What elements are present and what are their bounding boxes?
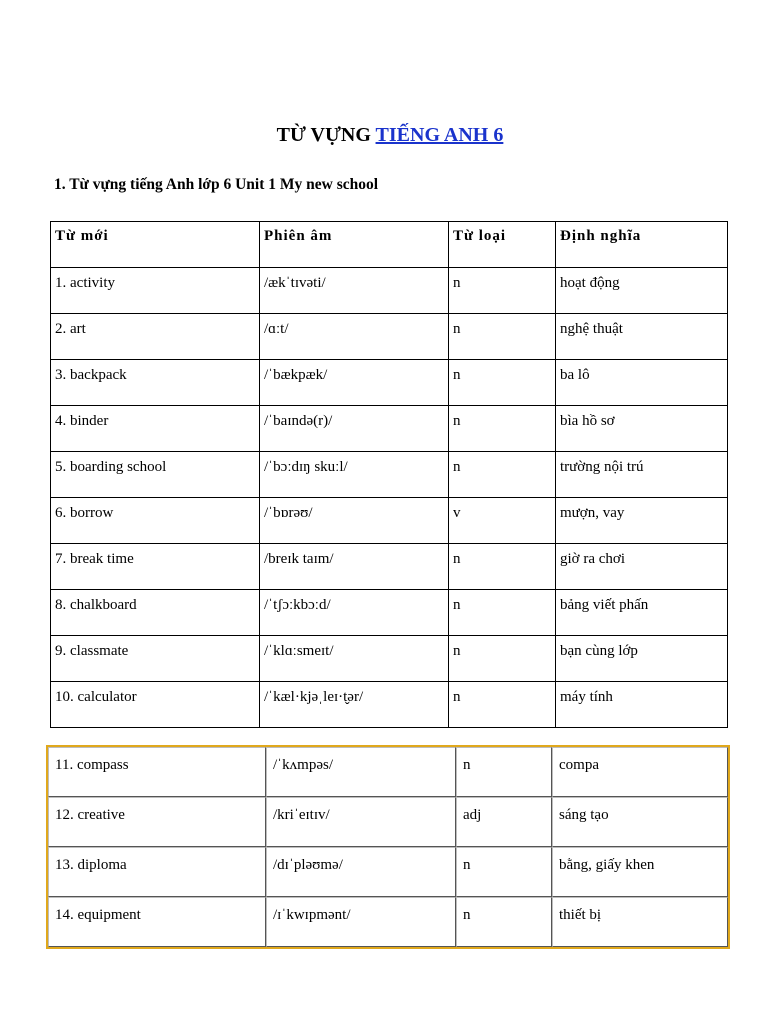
vocabulary-table [50, 221, 728, 728]
header-phonetic: Phiên âm [260, 222, 449, 268]
phonetic-cell: /breɪk taɪm/ [260, 544, 449, 590]
definition-cell: sáng tạo [552, 797, 728, 847]
table-row [51, 314, 728, 360]
table-row [48, 747, 728, 797]
definition-cell: trường nội trú [556, 452, 728, 498]
word-cell: 1. activity [51, 268, 260, 314]
word-cell: 13. diploma [48, 847, 266, 897]
table-row [51, 498, 728, 544]
word-type-cell: v [449, 498, 556, 544]
table-row [48, 847, 728, 897]
phonetic-cell: /ˈklɑːsmeɪt/ [260, 636, 449, 682]
word-type-cell: n [449, 590, 556, 636]
definition-cell: compa [552, 747, 728, 797]
word-cell: 6. borrow [51, 498, 260, 544]
table-row [51, 590, 728, 636]
definition-cell: máy tính [556, 682, 728, 728]
word-cell: 8. chalkboard [51, 590, 260, 636]
phonetic-cell: /ˈbɔːdɪŋ skuːl/ [260, 452, 449, 498]
word-cell: 9. classmate [51, 636, 260, 682]
word-cell: 2. art [51, 314, 260, 360]
table-row [51, 268, 728, 314]
title-link[interactable]: TIẾNG ANH 6 [375, 124, 504, 146]
definition-cell: nghệ thuật [556, 314, 728, 360]
table-row [51, 636, 728, 682]
phonetic-cell: /ɑːt/ [260, 314, 449, 360]
word-type-cell: n [449, 360, 556, 406]
definition-cell: ba lô [556, 360, 728, 406]
table-row [51, 406, 728, 452]
definition-cell: bìa hồ sơ [556, 406, 728, 452]
word-cell: 11. compass [48, 747, 266, 797]
phonetic-cell: /ækˈtɪvəti/ [260, 268, 449, 314]
word-type-cell: n [456, 897, 552, 947]
header-definition: Định nghĩa [556, 222, 728, 268]
table-row [51, 544, 728, 590]
word-cell: 4. binder [51, 406, 260, 452]
header-word-type: Từ loại [449, 222, 556, 268]
word-type-cell: n [456, 847, 552, 897]
word-cell: 12. creative [48, 797, 266, 847]
phonetic-cell: /ˈkʌmpəs/ [266, 747, 456, 797]
page-title [0, 124, 768, 147]
word-type-cell: n [449, 314, 556, 360]
table-row [51, 452, 728, 498]
table-row [51, 360, 728, 406]
definition-cell: hoạt động [556, 268, 728, 314]
word-cell: 5. boarding school [51, 452, 260, 498]
definition-cell: thiết bị [552, 897, 728, 947]
definition-cell: mượn, vay [556, 498, 728, 544]
phonetic-cell: /ɪˈkwɪpmənt/ [266, 897, 456, 947]
phonetic-cell: /ˈbaɪndə(r)/ [260, 406, 449, 452]
word-type-cell: n [449, 636, 556, 682]
phonetic-cell: /ˈkæl·kjəˌleɪ·t̬ər/ [260, 682, 449, 728]
word-type-cell: n [449, 268, 556, 314]
table-row [48, 797, 728, 847]
phonetic-cell: /ˈbɒrəʊ/ [260, 498, 449, 544]
word-type-cell: n [456, 747, 552, 797]
word-cell: 10. calculator [51, 682, 260, 728]
word-cell: 3. backpack [51, 360, 260, 406]
phonetic-cell: /ˈbækpæk/ [260, 360, 449, 406]
definition-cell: giờ ra chơi [556, 544, 728, 590]
definition-cell: bảng viết phấn [556, 590, 728, 636]
phonetic-cell: /kriˈeɪtɪv/ [266, 797, 456, 847]
table-header-row [51, 222, 728, 268]
section-heading: 1. Từ vựng tiếng Anh lớp 6 Unit 1 My new school [54, 176, 379, 193]
table-row [48, 897, 728, 947]
title-prefix: TỪ VỰNG [276, 124, 376, 146]
word-cell: 14. equipment [48, 897, 266, 947]
definition-cell: bằng, giấy khen [552, 847, 728, 897]
table-row [51, 682, 728, 728]
phonetic-cell: /dɪˈpləʊmə/ [266, 847, 456, 897]
phonetic-cell: /ˈtʃɔːkbɔːd/ [260, 590, 449, 636]
word-type-cell: n [449, 452, 556, 498]
word-type-cell: n [449, 544, 556, 590]
definition-cell: bạn cùng lớp [556, 636, 728, 682]
word-type-cell: adj [456, 797, 552, 847]
vocabulary-table-continued [46, 745, 730, 949]
word-type-cell: n [449, 682, 556, 728]
header-word: Từ mới [51, 222, 260, 268]
word-type-cell: n [449, 406, 556, 452]
word-cell: 7. break time [51, 544, 260, 590]
